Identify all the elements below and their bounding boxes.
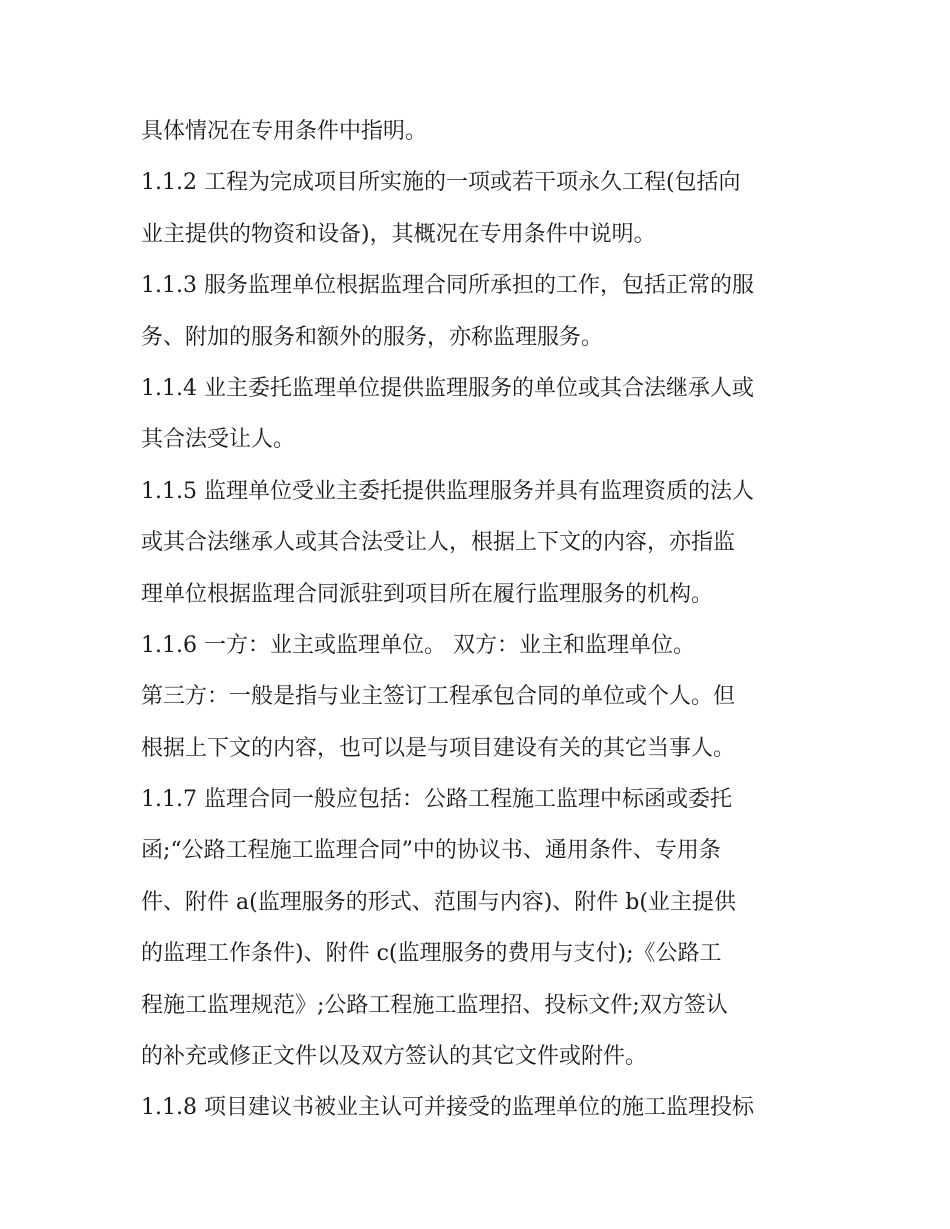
text-line: 函;“公路工程施工监理合同”中的协议书、通用条件、专用条 <box>141 838 721 864</box>
text-line: 第三方：一般是指与业主签订工程承包合同的单位或个人。但 <box>141 684 736 710</box>
text-line: 其合法受让人。 <box>141 427 296 453</box>
text-line: 程施工监理规范》;公路工程施工监理招、投标文件;双方签认 <box>141 992 728 1018</box>
contract-text-body <box>141 106 821 1134</box>
text-line: 1.1.4 业主委托监理单位提供监理服务的单位或其合法继承人或 <box>141 375 754 401</box>
text-line: 1.1.2 工程为完成项目所实施的一项或若干项永久工程(包括向 <box>141 170 741 196</box>
text-line: 1.1.3 服务监理单位根据监理合同所承担的工作，包括正常的服 <box>141 273 754 299</box>
text-line: 或其合法继承人或其合法受让人，根据上下文的内容，亦指监 <box>141 530 736 556</box>
text-line: 的监理工作条件)、附件 c(监理服务的费用与支付);《公路工 <box>141 941 722 967</box>
text-line: 件、附件 a(监理服务的形式、范围与内容)、附件 b(业主提供 <box>141 889 736 915</box>
text-line: 业主提供的物资和设备)，其概况在专用条件中说明。 <box>141 221 656 247</box>
text-line: 1.1.6 一方：业主或监理单位。 双方：业主和监理单位。 <box>141 632 695 658</box>
text-line: 理单位根据监理合同派驻到项目所在履行监理服务的机构。 <box>141 581 714 607</box>
text-line: 的补充或修正文件以及双方签认的其它文件或附件。 <box>141 1044 648 1070</box>
text-line: 1.1.7 监理合同一般应包括：公路工程施工监理中标函或委托 <box>141 787 732 813</box>
text-line: 具体情况在专用条件中指明。 <box>141 119 428 144</box>
text-line: 根据上下文的内容，也可以是与项目建设有关的其它当事人。 <box>141 735 736 761</box>
text-line: 1.1.5 监理单位受业主委托提供监理服务并具有监理资质的法人 <box>141 478 754 504</box>
text-line: 1.1.8 项目建议书被业主认可并接受的监理单位的施工监理投标 <box>141 1095 754 1121</box>
text-line: 务、附加的服务和额外的服务，亦称监理服务。 <box>141 324 604 350</box>
